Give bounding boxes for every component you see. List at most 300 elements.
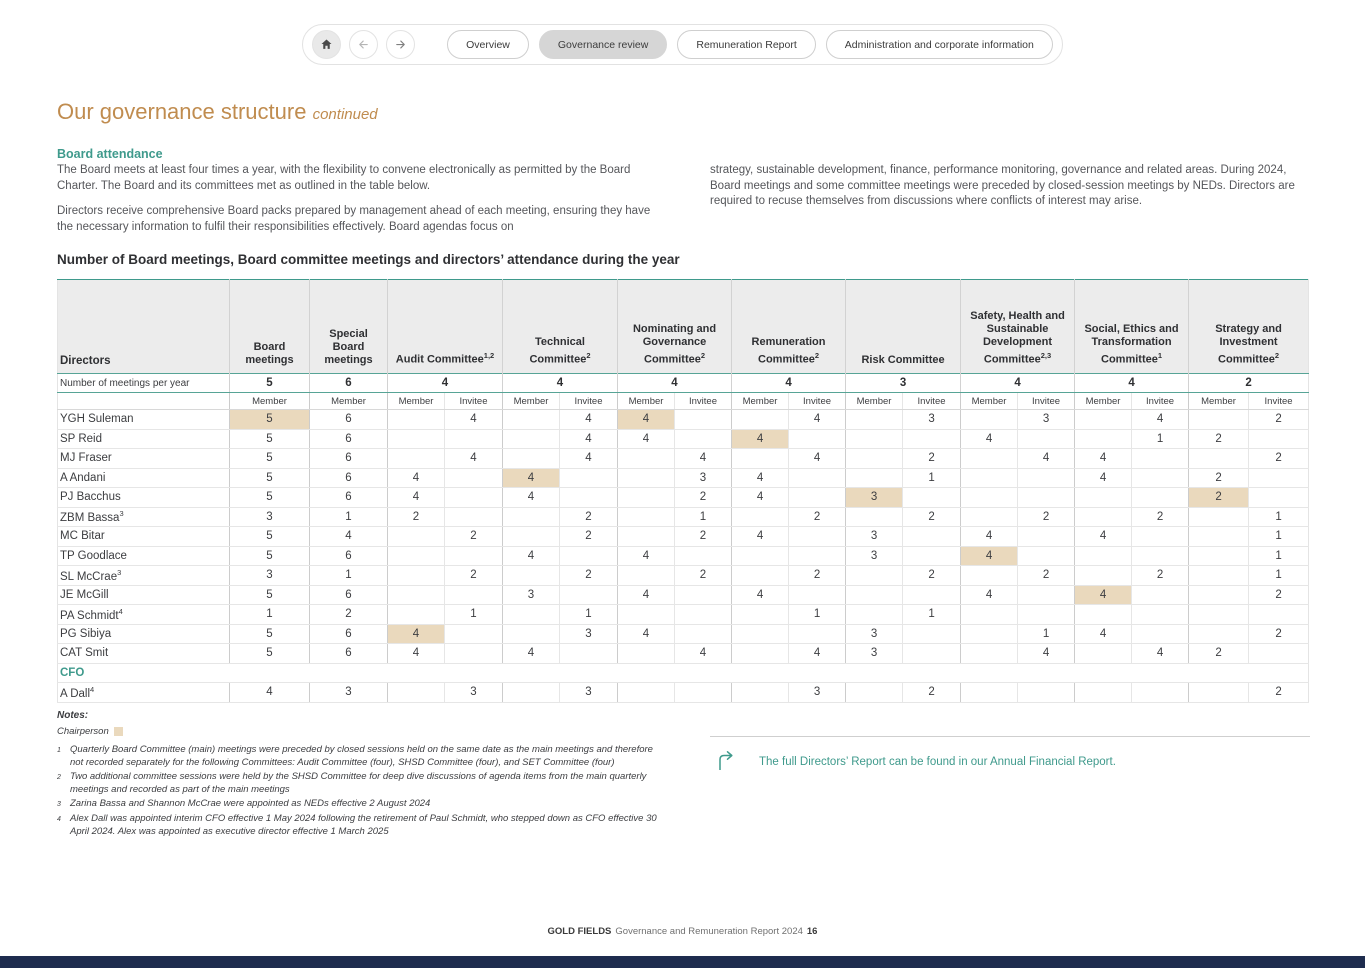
attendance-cell: 3 xyxy=(560,683,618,703)
attendance-cell xyxy=(560,644,618,664)
attendance-cell: 2 xyxy=(1189,644,1249,664)
attendance-cell xyxy=(1075,410,1132,430)
attendance-cell: 2 xyxy=(903,449,961,469)
attendance-cell xyxy=(732,449,789,469)
attendance-cell: 6 xyxy=(310,429,388,449)
attendance-cell xyxy=(388,585,445,605)
director-name: A Dall$^4$ xyxy=(58,683,230,703)
attendance-cell: 2 xyxy=(1132,507,1189,527)
page-footer xyxy=(0,926,1365,937)
attendance-cell xyxy=(1189,507,1249,527)
attendance-cell: 3 xyxy=(560,624,618,644)
attendance-cell xyxy=(503,429,560,449)
table-title: Number of Board meetings, Board committee meetings and directors’ attendance during the year xyxy=(57,252,680,267)
attendance-cell xyxy=(675,605,732,625)
director-name: YGH Suleman xyxy=(58,410,230,430)
meetings-count: 5 xyxy=(230,374,310,393)
attendance-cell: 5 xyxy=(230,624,310,644)
meetings-per-year-row xyxy=(58,374,1309,393)
attendance-cell xyxy=(903,546,961,566)
attendance-cell xyxy=(1189,546,1249,566)
attendance-cell xyxy=(445,429,503,449)
attendance-cell xyxy=(618,644,675,664)
attendance-cell: 4 xyxy=(789,449,846,469)
attendance-cell: 1 xyxy=(1249,527,1309,547)
attendance-cell: 1 xyxy=(445,605,503,625)
attendance-cell: 4 xyxy=(503,644,560,664)
attendance-cell xyxy=(445,507,503,527)
attendance-cell xyxy=(1132,546,1189,566)
committee-header: Remuneration Committee$^2$ xyxy=(732,280,846,374)
attendance-cell: 4 xyxy=(732,429,789,449)
attendance-cell: 1 xyxy=(1132,429,1189,449)
attendance-cell: 3 xyxy=(903,410,961,430)
attendance-cell xyxy=(1075,429,1132,449)
attendance-cell xyxy=(675,429,732,449)
attendance-cell: 4 xyxy=(560,449,618,469)
table-row xyxy=(58,488,1309,508)
meetings-count: 4 xyxy=(1075,374,1189,393)
committee-header: Strategy and Investment Committee$^2$ xyxy=(1189,280,1309,374)
directors-report-callout xyxy=(710,750,1310,774)
attendance-cell xyxy=(961,507,1018,527)
attendance-cell: 5 xyxy=(230,585,310,605)
attendance-cell: 2 xyxy=(1189,488,1249,508)
attendance-cell xyxy=(618,449,675,469)
intro-paragraph-2: Directors receive comprehensive Board packs prepared by management ahead of each meeting, ensuring they have the necessary information to fulfil their responsibilities effectively. Board agendas focus on xyxy=(57,205,651,233)
meetings-count: 3 xyxy=(846,374,961,393)
attendance-cell: 2 xyxy=(1189,429,1249,449)
attendance-cell xyxy=(1018,683,1075,703)
attendance-cell xyxy=(560,546,618,566)
committee-header: Risk Committee xyxy=(846,280,961,374)
attendance-cell: 2 xyxy=(388,507,445,527)
attendance-cell: 3 xyxy=(789,683,846,703)
attendance-cell: 4 xyxy=(732,527,789,547)
sub-header: Member xyxy=(388,393,445,410)
attendance-cell: 3 xyxy=(503,585,560,605)
chairperson-legend xyxy=(57,726,657,737)
sub-header: Invitee xyxy=(903,393,961,410)
attendance-cell: 2 xyxy=(675,488,732,508)
attendance-cell: 1 xyxy=(230,605,310,625)
sub-header: Invitee xyxy=(560,393,618,410)
note: 3 Zarina Bassa and Shannon McCrae were appointed as NEDs effective 2 August 2024 xyxy=(57,798,431,809)
attendance-cell xyxy=(445,644,503,664)
sub-header-empty xyxy=(58,393,230,410)
committee-header: Audit Committee$^{1,2}$ xyxy=(388,280,503,374)
back-button[interactable] xyxy=(349,30,378,59)
page-title-text: Our governance structure xyxy=(57,99,307,124)
attendance-cell xyxy=(846,566,903,586)
attendance-cell xyxy=(1249,468,1309,488)
attendance-cell: 4 xyxy=(675,449,732,469)
attendance-cell xyxy=(961,468,1018,488)
attendance-cell xyxy=(1189,410,1249,430)
attendance-cell xyxy=(732,683,789,703)
committee-header: Technical Committee$^2$ xyxy=(503,280,618,374)
table-row xyxy=(58,410,1309,430)
committee-header: Special Board meetings xyxy=(310,280,388,374)
director-name: MJ Fraser xyxy=(58,449,230,469)
attendance-cell: 4 xyxy=(961,585,1018,605)
attendance-cell: 2 xyxy=(560,566,618,586)
attendance-cell: 1 xyxy=(1018,624,1075,644)
attendance-cell xyxy=(1018,546,1075,566)
attendance-cell: 6 xyxy=(310,410,388,430)
attendance-cell xyxy=(388,429,445,449)
attendance-cell xyxy=(1075,605,1132,625)
attendance-cell: 4 xyxy=(618,410,675,430)
attendance-cell: 5 xyxy=(230,488,310,508)
sub-header: Member xyxy=(732,393,789,410)
meetings-per-year-label: Number of meetings per year xyxy=(58,374,230,393)
attendance-cell xyxy=(675,624,732,644)
home-button[interactable] xyxy=(312,30,341,59)
attendance-cell: 4 xyxy=(961,429,1018,449)
attendance-cell: 4 xyxy=(503,488,560,508)
nav-tab-remuneration-report[interactable]: Remuneration Report xyxy=(677,30,815,59)
attendance-cell xyxy=(388,546,445,566)
director-name: SP Reid xyxy=(58,429,230,449)
attendance-cell: 2 xyxy=(310,605,388,625)
attendance-cell: 4 xyxy=(618,546,675,566)
director-name: TP Goodlace xyxy=(58,546,230,566)
attendance-cell xyxy=(1018,527,1075,547)
sub-header: Member xyxy=(230,393,310,410)
attendance-cell xyxy=(789,546,846,566)
attendance-cell: 5 xyxy=(230,410,310,430)
attendance-cell: 2 xyxy=(789,507,846,527)
attendance-cell xyxy=(732,546,789,566)
attendance-cell: 3 xyxy=(230,507,310,527)
attendance-cell xyxy=(675,585,732,605)
table-row xyxy=(58,585,1309,605)
attendance-cell xyxy=(1132,527,1189,547)
attendance-cell xyxy=(1018,468,1075,488)
attendance-cell: 1 xyxy=(310,566,388,586)
sub-header: Member xyxy=(1189,393,1249,410)
committee-header: Safety, Health and Sustainable Development Committee$^{2,3}$ xyxy=(961,280,1075,374)
meetings-count: 6 xyxy=(310,374,388,393)
attendance-cell: 1 xyxy=(675,507,732,527)
attendance-cell: 2 xyxy=(903,507,961,527)
meetings-count: 4 xyxy=(732,374,846,393)
attendance-cell: 6 xyxy=(310,644,388,664)
attendance-cell xyxy=(732,410,789,430)
attendance-cell: 2 xyxy=(903,683,961,703)
attendance-cell xyxy=(846,507,903,527)
section-heading: Board attendance xyxy=(57,147,163,161)
attendance-cell xyxy=(846,585,903,605)
nav-tab-overview[interactable]: Overview xyxy=(447,30,529,59)
attendance-cell: 5 xyxy=(230,468,310,488)
sub-header: Invitee xyxy=(1132,393,1189,410)
attendance-cell xyxy=(1018,488,1075,508)
attendance-cell: 4 xyxy=(1018,644,1075,664)
attendance-cell xyxy=(1075,507,1132,527)
attendance-cell: 1 xyxy=(1249,546,1309,566)
attendance-cell xyxy=(1018,605,1075,625)
committee-header: Nominating and Governance Committee$^2$ xyxy=(618,280,732,374)
attendance-cell xyxy=(1132,585,1189,605)
attendance-cell: 2 xyxy=(1249,683,1309,703)
attendance-cell xyxy=(445,624,503,644)
attendance-cell: 2 xyxy=(560,527,618,547)
attendance-cell xyxy=(388,605,445,625)
attendance-cell: 3 xyxy=(445,683,503,703)
attendance-cell: 4 xyxy=(445,410,503,430)
chairperson-legend-label: Chairperson xyxy=(57,726,109,737)
attendance-cell: 2 xyxy=(1018,507,1075,527)
attendance-table-wrap xyxy=(57,279,1309,703)
attendance-cell: 1 xyxy=(560,605,618,625)
attendance-cell: 4 xyxy=(732,585,789,605)
director-name: PG Sibiya xyxy=(58,624,230,644)
attendance-cell xyxy=(961,644,1018,664)
notes-label: Notes: xyxy=(57,710,89,721)
attendance-cell xyxy=(903,624,961,644)
attendance-cell xyxy=(388,566,445,586)
attendance-table xyxy=(57,279,1309,703)
top-nav xyxy=(0,24,1365,65)
committee-header: Board meetings xyxy=(230,280,310,374)
director-name: SL McCrae$^3$ xyxy=(58,566,230,586)
sub-header: Member xyxy=(846,393,903,410)
attendance-cell: 4 xyxy=(732,488,789,508)
nav-tab-governance-review[interactable]: Governance review xyxy=(539,30,667,59)
attendance-cell xyxy=(618,683,675,703)
attendance-cell: 6 xyxy=(310,488,388,508)
sub-header: Invitee xyxy=(1018,393,1075,410)
attendance-cell: 1 xyxy=(903,468,961,488)
meetings-count: 2 xyxy=(1189,374,1309,393)
director-name: CAT Smit xyxy=(58,644,230,664)
page-number: 16 xyxy=(806,926,818,937)
sub-header: Member xyxy=(503,393,560,410)
attendance-cell: 3 xyxy=(310,683,388,703)
attendance-cell: 4 xyxy=(789,410,846,430)
attendance-cell: 2 xyxy=(1132,566,1189,586)
attendance-cell xyxy=(618,507,675,527)
member-invitee-row xyxy=(58,393,1309,410)
attendance-cell xyxy=(961,605,1018,625)
attendance-cell: 5 xyxy=(230,644,310,664)
attendance-cell: 2 xyxy=(560,507,618,527)
attendance-cell: 4 xyxy=(618,585,675,605)
meetings-count: 4 xyxy=(388,374,503,393)
sub-header: Invitee xyxy=(789,393,846,410)
attendance-cell: 4 xyxy=(961,546,1018,566)
attendance-cell xyxy=(1075,683,1132,703)
attendance-cell: 5 xyxy=(230,527,310,547)
notes-section xyxy=(57,710,657,839)
attendance-cell xyxy=(789,624,846,644)
attendance-cell: 4 xyxy=(503,546,560,566)
attendance-cell: 4 xyxy=(732,468,789,488)
attendance-cell xyxy=(846,429,903,449)
attendance-cell xyxy=(675,546,732,566)
attendance-cell: 3 xyxy=(675,468,732,488)
director-name: JE McGill xyxy=(58,585,230,605)
attendance-cell xyxy=(961,624,1018,644)
attendance-cell: 5 xyxy=(230,546,310,566)
attendance-cell: 4 xyxy=(388,488,445,508)
attendance-cell xyxy=(618,468,675,488)
attendance-cell xyxy=(903,644,961,664)
attendance-cell: 1 xyxy=(789,605,846,625)
attendance-cell: 4 xyxy=(1018,449,1075,469)
attendance-cell: 1 xyxy=(903,605,961,625)
directors-report-link[interactable]: The full Directors’ Report can be found in our Annual Financial Report. xyxy=(759,756,1116,768)
attendance-cell: 2 xyxy=(1249,410,1309,430)
attendance-cell xyxy=(1189,585,1249,605)
attendance-cell: 2 xyxy=(1189,468,1249,488)
attendance-cell xyxy=(503,527,560,547)
attendance-cell xyxy=(903,527,961,547)
attendance-cell xyxy=(1075,566,1132,586)
attendance-cell xyxy=(1189,683,1249,703)
attendance-cell xyxy=(503,683,560,703)
note: 1 Quarterly Board Committee (main) meetings were preceded by closed sessions held on the same date as the main meetings and therefore not recorded separately for the following Committees: Audit Committee (four), SHSD Committee (four), and SET Committee (four) xyxy=(57,744,653,768)
attendance-cell: 5 xyxy=(230,429,310,449)
attendance-cell: 4 xyxy=(445,449,503,469)
attendance-cell xyxy=(1132,449,1189,469)
attendance-cell xyxy=(732,644,789,664)
attendance-cell: 6 xyxy=(310,585,388,605)
attendance-cell xyxy=(1189,449,1249,469)
home-icon xyxy=(319,37,334,52)
attendance-cell xyxy=(903,585,961,605)
attendance-cell: 6 xyxy=(310,546,388,566)
sub-header: Invitee xyxy=(445,393,503,410)
attendance-cell xyxy=(789,488,846,508)
nav-shell xyxy=(302,24,1063,65)
attendance-cell: 2 xyxy=(1249,449,1309,469)
attendance-cell xyxy=(961,683,1018,703)
director-name: ZBM Bassa$^3$ xyxy=(58,507,230,527)
director-name: A Andani xyxy=(58,468,230,488)
attendance-cell: 4 xyxy=(618,429,675,449)
attendance-cell xyxy=(503,624,560,644)
attendance-cell xyxy=(1249,644,1309,664)
attendance-cell: 2 xyxy=(675,527,732,547)
divider xyxy=(710,736,1310,737)
attendance-cell xyxy=(1189,566,1249,586)
director-name: PJ Bacchus xyxy=(58,488,230,508)
attendance-cell xyxy=(732,624,789,644)
table-row xyxy=(58,683,1309,703)
sub-header: Member xyxy=(310,393,388,410)
attendance-cell xyxy=(1075,488,1132,508)
attendance-cell xyxy=(732,507,789,527)
attendance-cell: 2 xyxy=(1018,566,1075,586)
meetings-count: 4 xyxy=(503,374,618,393)
attendance-cell xyxy=(618,605,675,625)
sub-header: Invitee xyxy=(675,393,732,410)
attendance-cell: 2 xyxy=(675,566,732,586)
page-title xyxy=(57,99,378,125)
attendance-cell: 1 xyxy=(1249,566,1309,586)
table-row xyxy=(58,605,1309,625)
sub-header: Invitee xyxy=(1249,393,1309,410)
director-name: PA Schmidt$^4$ xyxy=(58,605,230,625)
attendance-cell: 1 xyxy=(1249,507,1309,527)
meetings-count: 4 xyxy=(961,374,1075,393)
footer-brand: GOLD FIELDS xyxy=(547,926,612,937)
attendance-cell xyxy=(503,566,560,586)
attendance-cell xyxy=(675,410,732,430)
attendance-cell xyxy=(618,527,675,547)
attendance-cell: 4 xyxy=(1075,585,1132,605)
attendance-cell: 2 xyxy=(445,527,503,547)
note: 2 Two additional committee sessions were held by the SHSD Committee for deep dive discussions of agenda items from the main quarterly meetings and recorded as part of the main meetings xyxy=(57,771,647,795)
attendance-cell xyxy=(503,410,560,430)
attendance-cell: 3 xyxy=(230,566,310,586)
forward-button[interactable] xyxy=(386,30,415,59)
intro-paragraph-1: The Board meets at least four times a year, with the flexibility to convene electronically as permitted by the Board Charter. The Board and its committees met as outlined in the table below. xyxy=(57,164,631,192)
attendance-cell: 4 xyxy=(503,468,560,488)
attendance-cell: 4 xyxy=(1132,644,1189,664)
attendance-cell xyxy=(618,488,675,508)
attendance-cell xyxy=(961,410,1018,430)
table-row xyxy=(58,429,1309,449)
attendance-cell xyxy=(961,566,1018,586)
attendance-cell: 2 xyxy=(1249,624,1309,644)
attendance-cell: 2 xyxy=(903,566,961,586)
attendance-cell xyxy=(445,488,503,508)
attendance-cell xyxy=(789,527,846,547)
chairperson-swatch xyxy=(114,727,123,736)
attendance-cell xyxy=(388,410,445,430)
nav-tabs xyxy=(437,30,1053,59)
attendance-cell xyxy=(961,488,1018,508)
nav-tab-administration-and-corporate-information[interactable]: Administration and corporate information xyxy=(826,30,1053,59)
attendance-cell xyxy=(618,566,675,586)
attendance-cell: 3 xyxy=(846,527,903,547)
sub-header: Member xyxy=(1075,393,1132,410)
table-row xyxy=(58,507,1309,527)
attendance-cell xyxy=(1249,488,1309,508)
attendance-cell: 4 xyxy=(560,410,618,430)
attendance-cell xyxy=(388,527,445,547)
intro-paragraph-3: strategy, sustainable development, finance, performance monitoring, governance and related areas. During 2024, Board meetings and some committee meetings were preceded by closed-session meetings by NEDs. Directors are required to recuse themselves from discussions where conflicts of interest may arise. xyxy=(710,164,1295,207)
table-row xyxy=(58,546,1309,566)
attendance-cell xyxy=(846,449,903,469)
attendance-cell: 4 xyxy=(310,527,388,547)
table-row xyxy=(58,663,1309,683)
note: 4 Alex Dall was appointed interim CFO effective 1 May 2024 following the retirement of Paul Schmidt, who stepped down as CFO effective 30 April 2024. Alex was appointed as executive director effective 1 March 2025 xyxy=(57,813,657,837)
attendance-cell xyxy=(445,585,503,605)
attendance-cell xyxy=(1189,605,1249,625)
attendance-cell: 2 xyxy=(1249,585,1309,605)
report-callout-block xyxy=(710,736,1310,774)
attendance-cell xyxy=(445,546,503,566)
attendance-cell xyxy=(1018,429,1075,449)
attendance-cell xyxy=(1249,429,1309,449)
attendance-cell xyxy=(1189,527,1249,547)
attendance-cell xyxy=(789,468,846,488)
attendance-cell: 4 xyxy=(388,644,445,664)
intro-right-column xyxy=(710,163,1310,220)
attendance-cell: 4 xyxy=(1075,468,1132,488)
attendance-cell: 5 xyxy=(230,449,310,469)
attendance-cell xyxy=(560,468,618,488)
attendance-cell xyxy=(1189,624,1249,644)
arrow-right-icon xyxy=(393,37,408,52)
attendance-cell: 4 xyxy=(675,644,732,664)
meetings-count: 4 xyxy=(618,374,732,393)
